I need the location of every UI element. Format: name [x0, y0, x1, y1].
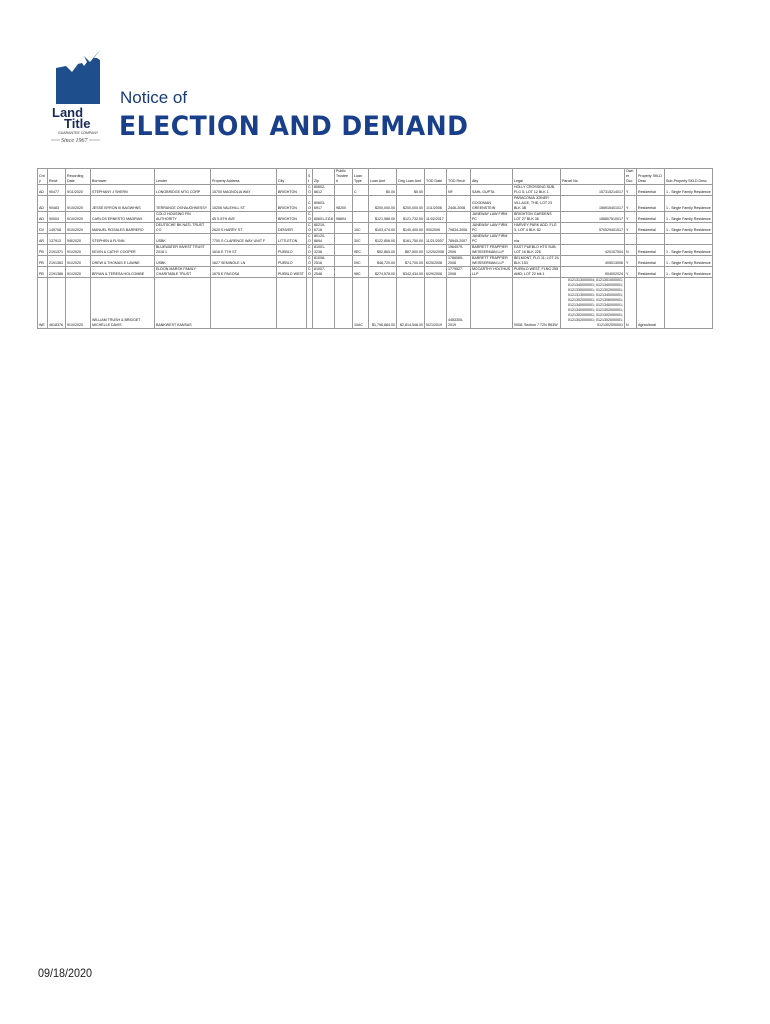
table-cell: BRIGHTON GARDENS LOT 27 BLK 36: [513, 212, 561, 223]
table-cell: 80601-2118: [313, 212, 335, 223]
table-cell: 11/21/2007: [425, 234, 447, 245]
table-cell: 1786065-2008: [447, 256, 471, 267]
table-cell: 2191371: [48, 245, 66, 256]
table-cell: JANEWAY LAW FIRM PC: [471, 212, 513, 223]
table-cell: [665, 234, 713, 245]
table-cell: 1/11/2008: [425, 196, 447, 212]
table-cell: PB: [38, 267, 48, 278]
table-cell: PUEBLO: [277, 245, 307, 256]
column-header: Recording Date: [66, 169, 91, 185]
table-cell: 904002024: [561, 267, 625, 278]
table-cell: PUEBLO: [277, 256, 307, 267]
table-cell: 09C: [353, 256, 369, 267]
column-header: St: [307, 169, 313, 185]
table-cell: Y: [625, 185, 637, 196]
table-cell: $103,474.00: [369, 223, 397, 234]
column-header: Rec#: [48, 169, 66, 185]
table-cell: 9/10/2020: [66, 278, 91, 329]
table-cell: 6/29/2008: [425, 267, 447, 278]
table-cell: BELMONT, FLG 11; LOT 24 BLK 153: [514, 256, 559, 265]
table-cell: 9/5/2006: [425, 223, 447, 234]
table-cell: 1 - Single Family Residence: [665, 256, 713, 267]
table-cell: 90477: [48, 185, 66, 196]
table-cell: $121,732.00: [397, 212, 425, 223]
table-head: [38, 169, 713, 185]
table-cell: 9/10/2020: [66, 212, 91, 223]
table-cell: 9/10/2020: [66, 196, 91, 212]
table-cell: BRIGHTON: [277, 185, 307, 196]
table-cell: 80602-8612: [313, 185, 335, 196]
table-cell: [471, 278, 513, 329]
table-cell: DEUTSCHE BK NATL TRUST CO: [155, 223, 211, 234]
table-cell: Y: [625, 223, 637, 234]
table-cell: BARRETT FRAPPIER WEISSERMAN LLP: [471, 245, 513, 256]
column-header: City: [277, 169, 307, 185]
table-cell: 78945-2007: [447, 234, 471, 245]
table-cell: $121,588.00: [369, 212, 397, 223]
table-cell: [211, 278, 277, 329]
column-header: Owner Occ: [625, 169, 637, 185]
table-cell: ELDON MARSH FAMILY CHARITABLE TRUST: [155, 267, 211, 278]
table-cell: N: [625, 278, 637, 329]
table-cell: 1964079-2006: [447, 245, 471, 256]
table-cell: 9/1/2020: [66, 245, 91, 256]
table-cell: AD: [38, 196, 48, 212]
table-cell: 156915401017: [561, 196, 625, 212]
table-cell: $48,720.00: [369, 256, 397, 267]
table-cell: $52,863.00: [369, 245, 397, 256]
table-cell: 1627 SEMINOLE LN: [211, 256, 277, 267]
table-cell: 10AC: [353, 278, 369, 329]
table-cell: 156807510017: [561, 212, 625, 223]
table-cell: $2,814,548.00: [397, 278, 425, 329]
table-cell: 9EC: [353, 245, 369, 256]
table-cell: $0.00: [369, 185, 397, 196]
table-cell: $200,000.00: [369, 196, 397, 212]
table-cell: JESSE BYRON III BAGWHNS: [91, 196, 155, 212]
logo-tagline: GUARANTEE COMPANY: [58, 131, 99, 135]
table-cell: HARVEY PARK ADD, FLG 3, LOT 4 BLK 82: [513, 223, 561, 234]
table-cell: GOODMAN GREENSTEIN: [471, 196, 513, 212]
table-cell: Residential: [637, 185, 665, 196]
table-cell: $161,750.00: [397, 234, 425, 245]
table-cell: TERRANCE OSHAUGHNESSY: [155, 196, 211, 212]
column-header: Property Address: [211, 169, 277, 185]
logo-name-line1: Land: [52, 105, 84, 120]
column-header: TOD Rec#: [447, 169, 471, 185]
table-cell: 98804: [335, 212, 353, 223]
logo-name-line2: Title: [64, 116, 91, 131]
table-cell: 4618376: [48, 278, 66, 329]
footer-date: 09/18/2020: [38, 966, 93, 980]
table-cell: 6/25/2008: [425, 256, 447, 267]
table-cell: PARACONIA JOINER VILLAGE, THE; LOT 23 BLK 3B: [513, 196, 561, 212]
column-header: Public Trustee #: [335, 169, 353, 185]
column-header: Cnty: [38, 169, 48, 185]
table-cell: BRIGHTON: [277, 212, 307, 223]
table-cell: BANKWEST KANSAS: [155, 278, 211, 329]
table-cell: $1,796,684.00: [369, 278, 397, 329]
table-cell: LITTLETON: [277, 234, 307, 245]
table-cell: 30C: [353, 234, 369, 245]
table-cell: Residential: [637, 245, 665, 256]
table-cell: 45 S 8TH AVE: [211, 212, 277, 223]
table-cell: 98C: [353, 267, 369, 278]
column-header: Legal: [513, 169, 561, 185]
notice-title: ELECTION AND DEMAND: [119, 111, 469, 142]
table-cell: STEPHEN A FLYNN: [91, 234, 155, 245]
table-cell: 11/02/2017: [425, 212, 447, 223]
mountain-icon: [56, 50, 100, 104]
table-cell: [561, 234, 625, 245]
records-table-wrapper: [37, 168, 712, 329]
column-header: Lender: [155, 169, 211, 185]
column-header: Loan Amt: [369, 169, 397, 185]
table-cell: Y: [625, 256, 637, 267]
table-cell: $140,400.00: [397, 223, 425, 234]
column-header: Loan Type: [353, 169, 369, 185]
table-cell: 1616 E 7TH ST: [211, 245, 277, 256]
table-cell: 2191386: [48, 267, 66, 278]
table-cell: COLO HOUSING FIN AUTHORITY: [155, 212, 211, 223]
table-cell: [277, 278, 307, 329]
records-table: [37, 168, 713, 329]
table-cell: STEPHANY J SHERN: [91, 185, 155, 196]
table-cell: Y: [625, 267, 637, 278]
table-cell: 81001-3236: [313, 245, 335, 256]
table-cell: JANEWAY LAW FIRM PC: [471, 234, 513, 245]
column-header: Zip: [313, 169, 335, 185]
table-cell: [665, 278, 713, 329]
table-cell: 0008: Section 7 T2N R63W: [513, 278, 561, 329]
table-cell: CO: [308, 256, 311, 265]
table-cell: USBK: [155, 234, 211, 245]
table-cell: CO: [308, 267, 311, 276]
table-cell: 12/20/2006: [425, 245, 447, 256]
column-header: Sub-Property SKLD Desc: [665, 169, 713, 185]
table-cell: DV: [38, 223, 48, 234]
table-cell: 1675 E PAGOSA: [211, 267, 277, 278]
table-cell: [625, 234, 637, 245]
table-cell: 80219-6718: [313, 223, 335, 234]
table-cell: 80120-8694: [313, 234, 335, 245]
land-title-logo: [50, 46, 106, 146]
table-cell: N: [625, 245, 637, 256]
table-cell: PUEBLO WEST: [277, 267, 307, 278]
table-cell: 1 - Single Family Residence: [665, 196, 713, 212]
table-cell: AR: [38, 234, 48, 245]
header-row: [38, 169, 713, 185]
table-cell: LONGBRIDGE MTG CORP: [155, 185, 211, 196]
table-cell: PB: [38, 245, 48, 256]
table-cell: BRIGHTON: [277, 196, 307, 212]
table-cell: BRYAN & TERESA HOLCOMBE: [91, 267, 155, 278]
table-cell: 157315214017: [561, 185, 625, 196]
table-cell: 137913: [48, 234, 66, 245]
table-cell: 9/8/2020: [66, 234, 91, 245]
table-cell: [335, 245, 353, 256]
table-cell: WE: [38, 278, 48, 329]
table-cell: 2191363: [48, 256, 66, 267]
table-cell: 15700 MAGNOLIA WAY: [211, 185, 277, 196]
table-body: [38, 185, 713, 329]
table-cell: Agricultural: [637, 278, 665, 329]
table-cell: BLUEWATER INVEST TRUST 2018 1: [155, 245, 211, 256]
table-cell: [425, 185, 447, 196]
table-cell: KEVIN & CATHY COOPER: [91, 245, 155, 256]
table-cell: [335, 267, 353, 278]
table-cell: C: [353, 185, 369, 196]
table-cell: 7700 S CLARENCE WAY UNIT F: [211, 234, 277, 245]
table-cell: WILLIAM TRUSH & BRIDGET MICHELLE DAVIS: [91, 278, 155, 329]
table-cell: $67,500.00: [397, 245, 425, 256]
table-cell: 10C: [353, 223, 369, 234]
column-header: Borrower: [91, 169, 155, 185]
table-cell: 405013006: [561, 256, 625, 267]
table-cell: [353, 196, 369, 212]
table-cell: $74,700.00: [397, 256, 425, 267]
table-cell: Residential: [637, 256, 665, 267]
table-cell: 1 - Single Family Residence: [665, 185, 713, 196]
table-cell: 90004: [48, 212, 66, 223]
table-cell: Residential: [637, 223, 665, 234]
table-cell: DREW & THOMAS E LAWNE: [91, 256, 155, 267]
table-row: [38, 223, 713, 234]
table-cell: [335, 185, 353, 196]
table-cell: 80603-6917: [313, 196, 335, 212]
table-cell: CARLOS ERNESTO MADRIAS: [91, 212, 155, 223]
column-header: Orig Loan Amt: [397, 169, 425, 185]
table-cell: AD: [38, 185, 48, 196]
table-cell: $200,000.00: [397, 196, 425, 212]
table-cell: n/a: [513, 234, 561, 245]
table-cell: [353, 212, 369, 223]
table-row: [38, 245, 713, 256]
table-cell: CO: [307, 196, 313, 212]
table-cell: 2446-2008: [447, 196, 471, 212]
table-row: [38, 278, 713, 329]
table-cell: 9/1/2020: [66, 256, 91, 267]
table-cell: PUEBLO WEST, FLNG 255 AMD; LOT 22 blk 1: [513, 267, 561, 278]
table-cell: DENVER: [277, 223, 307, 234]
table-cell: CO: [308, 245, 311, 254]
table-cell: 9/10/2020: [66, 223, 91, 234]
table-cell: 9/1/2020: [66, 267, 91, 278]
table-cell: 10206 VALEHILL ST: [211, 196, 277, 212]
table-cell: Residential: [637, 212, 665, 223]
table-cell: [335, 223, 353, 234]
table-cell: SAHL GUPTA: [471, 185, 513, 196]
table-cell: BARRETT FRAPPIER WEISSERMAN LLP: [471, 256, 513, 267]
table-cell: 1 - Single Family Residence: [665, 223, 713, 234]
table-cell: EAST PUEBLO HTS SUB; LOT 16 BLK 226: [513, 245, 561, 256]
table-cell: $0.00: [397, 185, 425, 196]
table-cell: Residential: [637, 267, 665, 278]
table-cell: Residential: [637, 196, 665, 212]
column-header: Atty: [471, 169, 513, 185]
table-row: [38, 185, 713, 196]
table-cell: 98200: [335, 196, 353, 212]
table-cell: 79834-2006: [447, 223, 471, 234]
table-cell: 90483: [48, 196, 66, 212]
table-cell: HOLLY CROSSING SUB, FLG 5, LOT 12 BLK 1: [513, 185, 561, 196]
column-header: TOD Date: [425, 169, 447, 185]
table-cell: [637, 234, 665, 245]
table-row: [38, 234, 713, 245]
table-cell: CO: [308, 185, 311, 194]
table-row: [38, 212, 713, 223]
table-cell: $342,434.00: [397, 267, 425, 278]
table-cell: CO: [308, 223, 311, 232]
table-cell: 81008-2516: [313, 256, 335, 267]
table-row: [38, 196, 713, 212]
table-cell: 1 - Single Family Residence: [665, 245, 713, 256]
table-cell: PB: [38, 256, 48, 267]
table-row: [38, 256, 713, 267]
table-cell: 1 - Single Family Residence: [665, 267, 713, 278]
table-cell: [447, 212, 471, 223]
table-cell: MCCARTHY HOLTHUS LLP: [471, 267, 513, 278]
table-cell: $274,578.00: [369, 267, 397, 278]
table-cell: 5/21/2019: [425, 278, 447, 329]
column-header: Property SKLD Desc: [637, 169, 665, 185]
table-cell: JANEWAY LAW FIRM PC: [471, 223, 513, 234]
table-cell: Y: [625, 196, 637, 212]
table-cell: CO: [308, 212, 311, 221]
table-cell: MANUEL ROSALES BARRERO: [91, 223, 155, 234]
table-cell: 9/11/2020: [66, 185, 91, 196]
table-row: [38, 267, 713, 278]
table-cell: AD: [38, 212, 48, 223]
table-cell: 4483305-2019: [447, 278, 471, 329]
table-cell: CO: [308, 234, 311, 243]
table-cell: 81007-2548: [313, 267, 335, 278]
table-cell: $122,806.00: [369, 234, 397, 245]
table-cell: USBK: [155, 256, 211, 267]
table-cell: [313, 278, 335, 329]
table-cell: 1 - Single Family Residence: [665, 212, 713, 223]
table-cell: 0121313000004; 0121301000001; 0121340000001; 0121340000001; 0121330000001; 0121302000001; 0121313000001; 0121340000001; 0121302000001; 0121308000001; 0121340000001; 0121340000001; 0121340000001; 0121302000001; 0121302000001; 0121302000001; 0121302000001; 0121302000001; 0121302000001: [561, 278, 625, 329]
column-header: Parcel No: [561, 169, 625, 185]
table-cell: Y: [625, 212, 637, 223]
table-cell: [335, 234, 353, 245]
logo-since: Since 1967: [61, 138, 88, 144]
table-cell: 570529401017: [561, 223, 625, 234]
notice-subtitle: Notice of: [120, 88, 188, 107]
table-cell: NF: [447, 185, 471, 196]
table-cell: [335, 278, 353, 329]
table-cell: 420107004: [561, 245, 625, 256]
table-cell: 2620 S HARRY ST: [211, 223, 277, 234]
table-cell: 149708: [48, 223, 66, 234]
table-cell: [335, 256, 353, 267]
table-cell: 1779527-2008: [447, 267, 471, 278]
